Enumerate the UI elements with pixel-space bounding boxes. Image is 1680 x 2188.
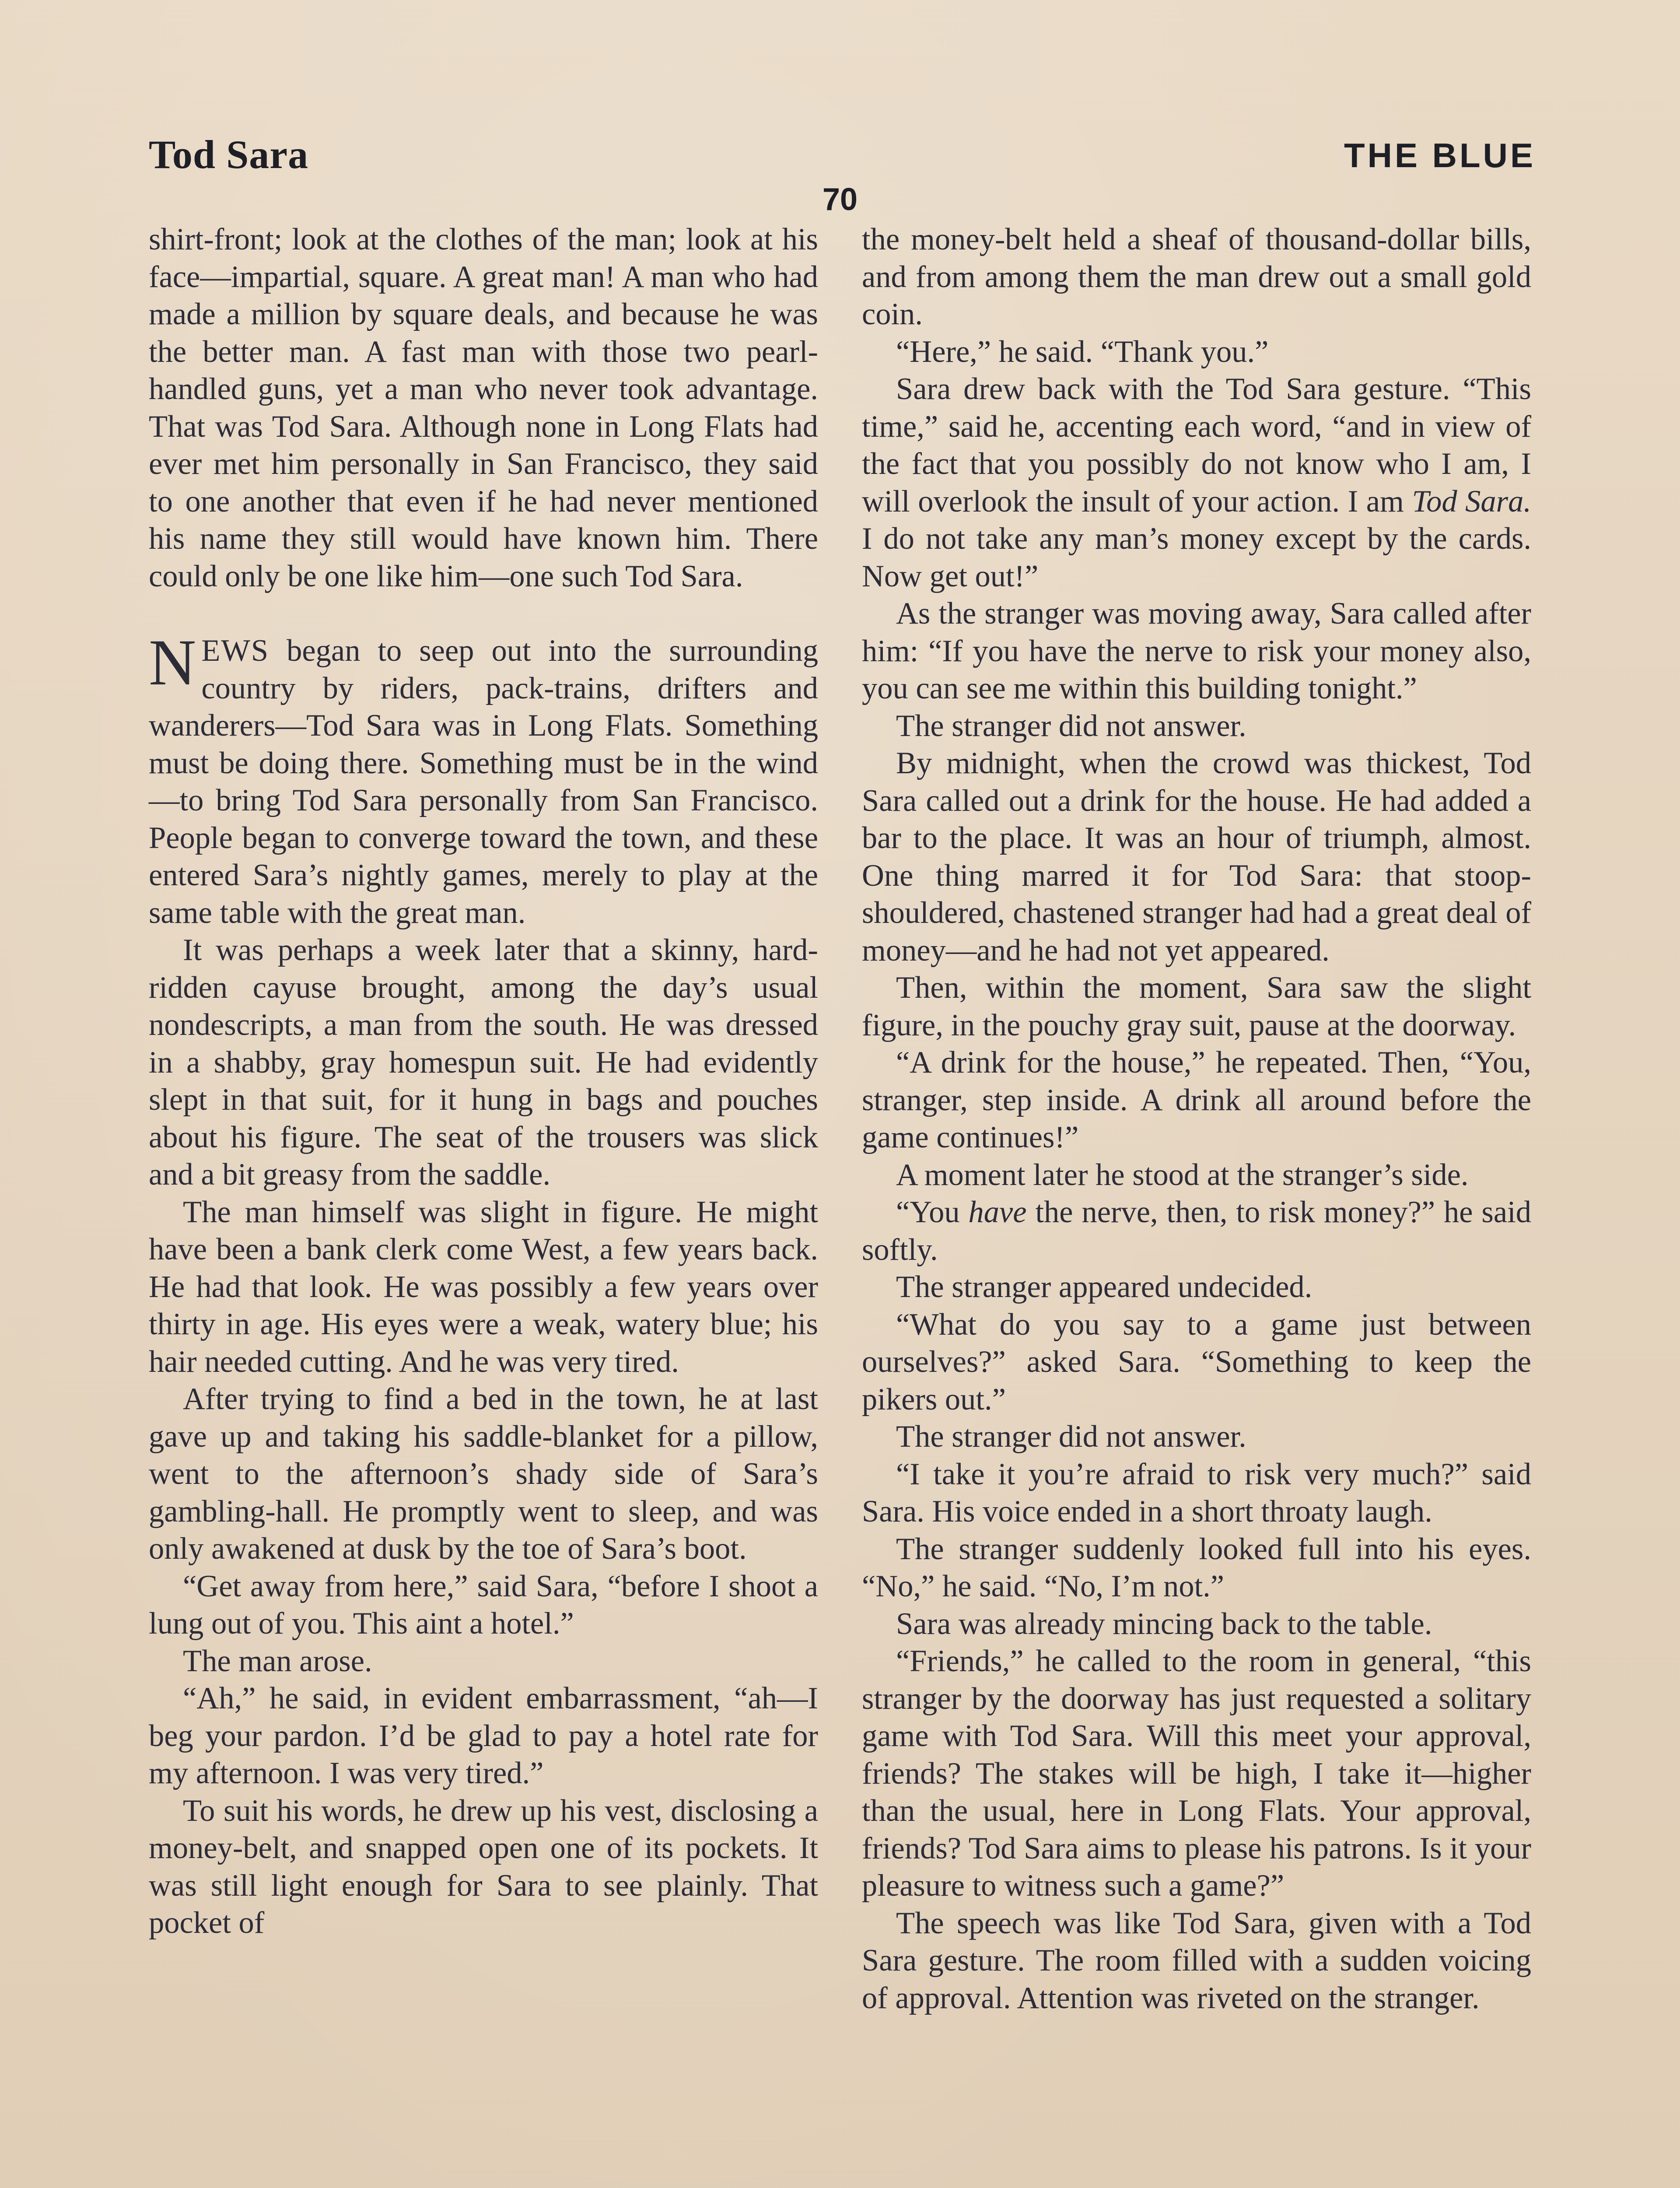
paragraph-text: the nerve, then, to risk money?” he said softly. <box>862 1195 1531 1267</box>
italic-text: Tod Sara. <box>1412 484 1531 519</box>
paragraph: It was perhaps a week later that a skinny, hard-ridden cayuse brought, among the day’s usual nondescripts, a man from the south. He was dressed in a shabby, gray homespun suit. He had evidently slept in that suit, for it hung in bags and pouches about his figure. The seat of the trousers was slick and a bit greasy from the saddle. <box>149 933 818 1192</box>
paragraph: The man himself was slight in figure. He might have been a bank clerk come West, a few years back. He had that look. He was possibly a few years over thirty in age. His eyes were a weak, watery blue; his hair needed cutting. And he was very tired. <box>149 1195 818 1379</box>
paragraph: “I take it you’re afraid to risk very much?” said Sara. His voice ended in a short throaty laugh. <box>862 1457 1531 1529</box>
paragraph: shirt-front; look at the clothes of the man; look at his face—impartial, square. A great man! A man who had made a million by square deals, and because he was the better man. A fast man with those two pearl-handled guns, yet a man who never took advantage. That was Tod Sara. Although none in Long Flats had ever met him personally in San Francisco, they said to one another that even if he had never mentioned his name they still would have known him. There could only be one like him—one such Tod Sara. <box>149 222 818 593</box>
section-break-text: began to seep out into the surrounding country by riders, pack-trains, drifters and wanderers—Tod Sara was in Long Flats. Something must be doing there. Something must be in the wind—to bring Tod Sara personally from San Francisco. People began to converge toward the town, and these entered Sara’s nightly games, merely to play at the same table with the great man. <box>149 634 818 930</box>
left-text-column <box>149 221 818 1942</box>
paragraph <box>862 1194 1531 1269</box>
paragraph: By midnight, when the crowd was thickest, Tod Sara called out a drink for the house. He had added a bar to the place. It was an hour of triumph, almost. One thing marred it for Tod Sara: that stoop-shouldered, chastened stranger had had a great deal of money—and he had not yet appeared. <box>862 746 1531 968</box>
paragraph: The stranger did not answer. <box>896 708 1246 743</box>
paragraph: As the stranger was moving away, Sara called after him: “If you have the nerve to risk your money also, you can see me within this building tonight.” <box>862 596 1531 705</box>
paragraph: After trying to find a bed in the town, he at last gave up and taking his saddle-blanket for a pillow, went to the afternoon’s shady side of Sara’s gambling-hall. He promptly went to sleep, and was only awakened at dusk by the toe of Sara’s boot. <box>149 1382 818 1566</box>
paragraph <box>862 371 1531 595</box>
paragraph: “Here,” he said. “Thank you.” <box>896 334 1269 369</box>
paragraph: The stranger suddenly looked full into his eyes. “No,” he said. “No, I’m not.” <box>862 1532 1531 1603</box>
paragraph-text: “You <box>896 1195 969 1229</box>
small-caps-lead: EWS <box>201 634 270 668</box>
paragraph: the money-belt held a sheaf of thousand-dollar bills, and from among them the man drew out a small gold coin. <box>862 222 1531 331</box>
section-break-paragraph <box>149 626 818 932</box>
right-text-column <box>862 221 1531 2017</box>
paragraph: A moment later he stood at the stranger’s side. <box>896 1157 1469 1192</box>
paragraph: The stranger appeared undecided. <box>896 1270 1312 1304</box>
paragraph: “What do you say to a game just between ourselves?” asked Sara. “Something to keep the pikers out.” <box>862 1307 1531 1417</box>
paragraph: The speech was like Tod Sara, given with a Tod Sara gesture. The room filled with a sudden voicing of approval. Attention was riveted on the stranger. <box>862 1906 1531 2015</box>
paragraph: The stranger did not answer. <box>896 1420 1246 1454</box>
running-head-title: Tod Sara <box>149 132 309 177</box>
drop-cap: N <box>149 626 196 699</box>
paragraph: The man arose. <box>183 1644 372 1678</box>
italic-text: have <box>968 1195 1027 1229</box>
running-head-magazine: THE BLUE <box>1344 136 1536 175</box>
paragraph: Then, within the moment, Sara saw the slight figure, in the pouchy gray suit, pause at the doorway. <box>862 971 1531 1042</box>
paragraph-text: I do not take any man’s money except by the cards. Now get out!” <box>862 522 1531 593</box>
paragraph: “Get away from here,” said Sara, “before I shoot a lung out of you. This aint a hotel.” <box>149 1569 818 1641</box>
paragraph: Sara was already mincing back to the table. <box>896 1606 1432 1641</box>
page-number: 70 <box>822 182 858 217</box>
paragraph: “Ah,” he said, in evident embarrassment, “ah—I beg your pardon. I’d be glad to pay a hotel rate for my afternoon. I was very tired.” <box>149 1681 818 1790</box>
paragraph: “A drink for the house,” he repeated. Then, “You, stranger, step inside. A drink all around before the game continues!” <box>862 1045 1531 1154</box>
paragraph-text: Sara drew back with the Tod Sara gesture. “This time,” said he, accenting each word, “and in view of the fact that you possibly do not know who I am, I will overlook the insult of your action. I am <box>862 372 1531 519</box>
paragraph: “Friends,” he called to the room in general, “this stranger by the doorway has just requested a solitary game with Tod Sara. Will this meet your approval, friends? The stakes will be high, I take it—higher than the usual, here in Long Flats. Your approval, friends? Tod Sara aims to please his patrons. Is it your pleasure to witness such a game?” <box>862 1644 1531 1903</box>
paragraph: To suit his words, he drew up his vest, disclosing a money-belt, and snapped open one of its pockets. It was still light enough for Sara to see plainly. That pocket of <box>149 1793 818 1940</box>
